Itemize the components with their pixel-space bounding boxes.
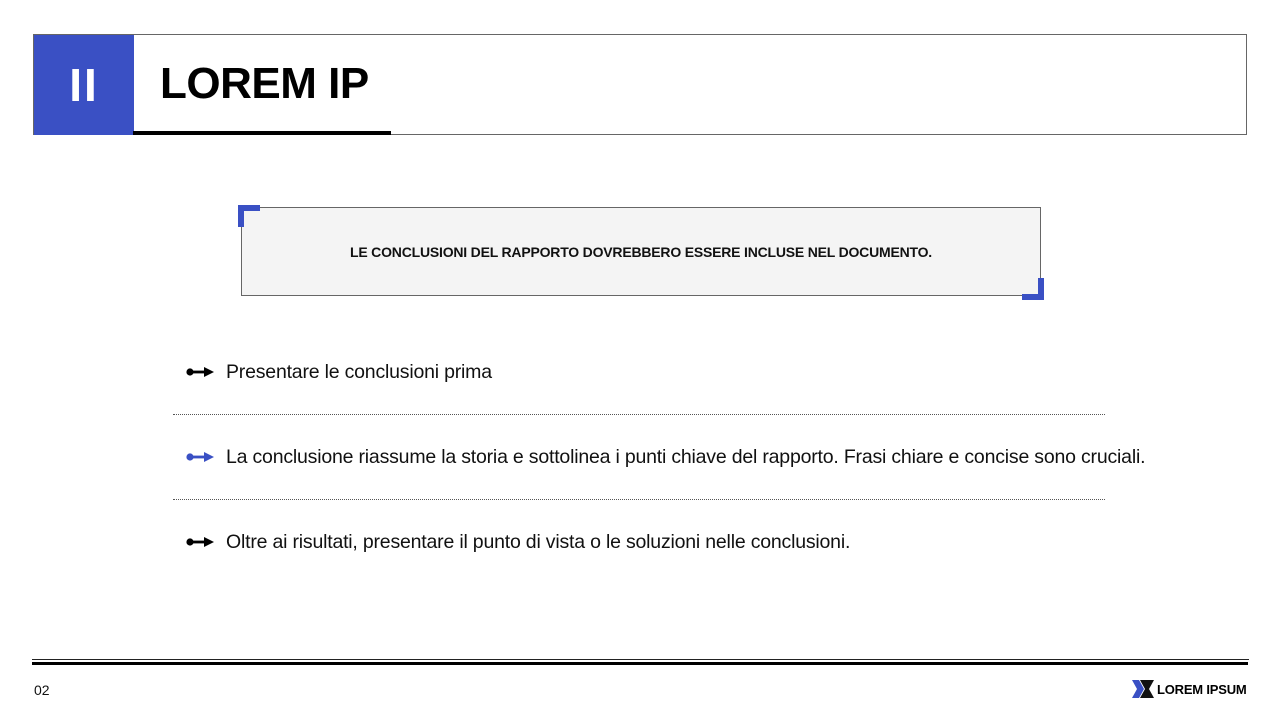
- callout-text: LE CONCLUSIONI DEL RAPPORTO DOVREBBERO ESSERE INCLUSE NEL DOCUMENTO.: [350, 243, 932, 260]
- arrow-right-icon: [186, 537, 214, 547]
- brand-name: LOREM IPSUM: [1157, 681, 1247, 697]
- list-item: [173, 415, 1273, 499]
- section-numeral: II: [69, 59, 99, 111]
- footer-rule-thick: [32, 662, 1248, 665]
- brand-x-icon: [1132, 680, 1154, 698]
- slide-title: LOREM IP: [160, 59, 369, 108]
- slide-header: [33, 34, 1247, 135]
- arrow-right-icon: [186, 367, 214, 377]
- footer-rule-thin: [32, 659, 1249, 660]
- bullet-text: Oltre ai risultati, presentare il punto di vista o le soluzioni nelle conclusioni.: [226, 530, 851, 553]
- corner-bracket-top-left: [238, 205, 260, 227]
- section-badge: [34, 35, 134, 135]
- bullet-text: Presentare le conclusioni prima: [226, 360, 492, 383]
- corner-bracket-bottom-right: [1022, 278, 1044, 300]
- brand-logo: [1132, 680, 1247, 698]
- callout-box: [241, 207, 1041, 296]
- arrow-right-icon: [186, 452, 214, 462]
- title-underline: [133, 131, 391, 135]
- list-item: [173, 330, 1273, 414]
- list-item: [173, 500, 1273, 584]
- bullet-list: [173, 330, 1273, 584]
- bullet-text: La conclusione riassume la storia e sottolinea i punti chiave del rapporto. Frasi chiare e concise sono cruciali.: [226, 445, 1146, 468]
- page-number: 02: [34, 682, 50, 698]
